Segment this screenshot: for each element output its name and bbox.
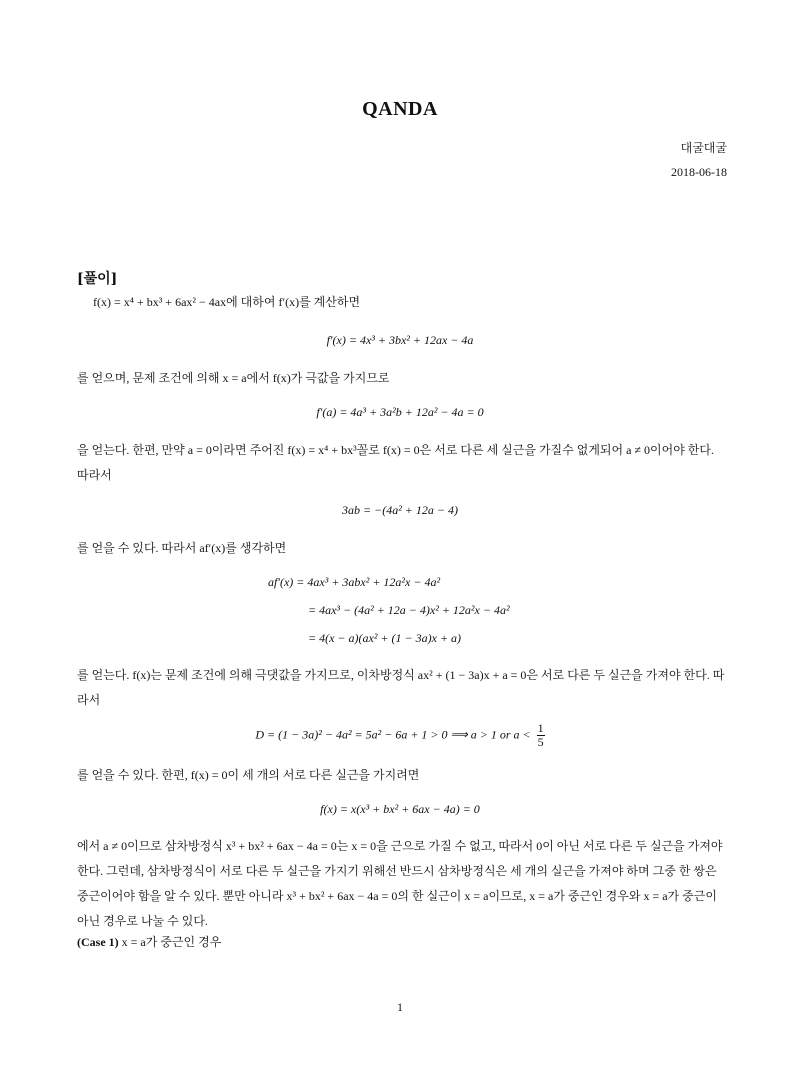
- fraction-numerator: 1: [537, 721, 544, 735]
- equation-5: [0, 722, 800, 749]
- equation-4c: = 4(x − a)(ax² + (1 − 3a)x + a): [308, 631, 462, 645]
- document-author: 대굴대굴: [680, 141, 727, 155]
- paragraph-1: f(x) = x⁴ + bx³ + 6ax² − 4ax에 대하여 f′(x)를 계산하면: [93, 295, 361, 309]
- case-text: x = a가 중근인 경우: [121, 935, 222, 949]
- paragraph-2: 를 얻으며, 문제 조건에 의해 x = a에서 f(x)가 극값을 가지므로: [77, 371, 390, 385]
- page-number: 1: [397, 1000, 403, 1014]
- fraction-denominator: 5: [537, 735, 544, 749]
- equation-4a: af′(x) = 4ax³ + 3abx² + 12a²x − 4a²: [268, 575, 441, 589]
- equation-1: f′(x) = 4x³ + 3bx² + 12ax − 4a: [326, 333, 474, 347]
- paragraph-7: 에서 a ≠ 0이므로 삼차방정식 x³ + bx² + 6ax − 4a = 0는 x = 0을 근으로 가질 수 없고, 따라서 0이 아닌 서로 다른 두 실근을 가져야 한다. 그런데, 삼차방정식이 서로 다른 두 실근을 가지기 위해선 반드시 삼차방정식은 세 개의 실근을 가져야 하며 그중 한 쌍은 중근이어야 함을 알 수 있다. 뿐만 아니라 x³ + bx² + 6ax − 4a = 0의 한 실근이 x = a이므로, x = a가 중근인 경우와 x = a가 중근이 아닌 경우로 나눌 수 있다.: [77, 839, 723, 928]
- paragraph-6: 를 얻을 수 있다. 한편, f(x) = 0이 세 개의 서로 다른 실근을 가지려면: [77, 768, 420, 782]
- equation-6: f(x) = x(x³ + bx² + 6ax − 4a) = 0: [320, 802, 480, 816]
- paragraph-3: 을 얻는다. 한편, 만약 a = 0이라면 주어진 f(x) = x⁴ + bx³꼴로 f(x) = 0은 서로 다른 세 실근을 가질수 없게되어 a ≠ 0이어야 한다. 따라서: [77, 443, 714, 482]
- paragraph-4: 를 얻을 수 있다. 따라서 af′(x)를 생각하면: [77, 541, 287, 555]
- equation-2: f′(a) = 4a³ + 3a²b + 12a² − 4a = 0: [316, 405, 484, 419]
- document-date: 2018-06-18: [671, 165, 727, 179]
- equation-5-main: D = (1 − 3a)² − 4a² = 5a² − 6a + 1 > 0 ⟹ a > 1 or a <: [255, 727, 531, 742]
- paragraph-5: 를 얻는다. f(x)는 문제 조건에 의해 극댓값을 가지므로, 이차방정식 ax² + (1 − 3a)x + a = 0은 서로 다른 두 실근을 가져야 한다. 따라서: [77, 668, 725, 707]
- document-title: QANDA: [362, 98, 438, 120]
- equation-4b: = 4ax³ − (4a² + 12a − 4)x² + 12a²x − 4a²: [308, 603, 510, 617]
- equation-3: 3ab = −(4a² + 12a − 4): [342, 503, 458, 517]
- fraction-one-fifth: [537, 722, 545, 749]
- case-heading: [77, 933, 221, 950]
- section-heading: [풀이]: [77, 271, 118, 287]
- case-label: (Case 1): [77, 935, 119, 949]
